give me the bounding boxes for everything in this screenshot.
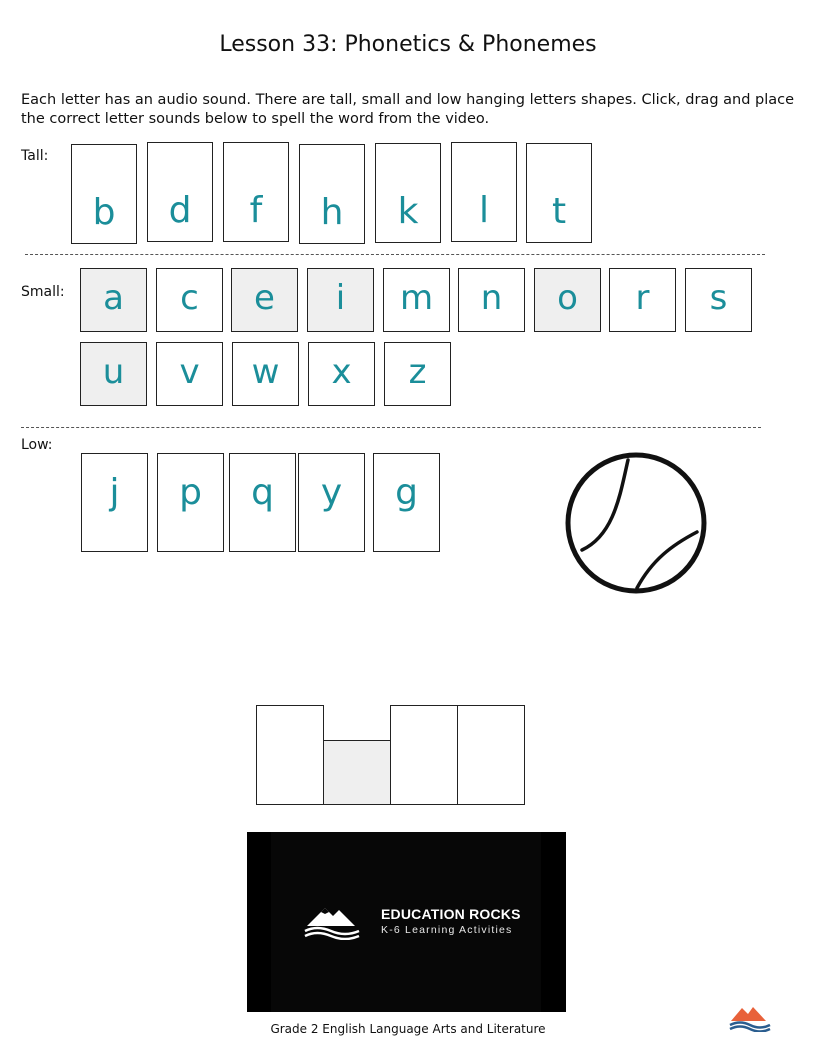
tall-label: Tall: <box>21 148 49 164</box>
letter-tile-s[interactable]: s <box>685 268 752 332</box>
letter-tile-a[interactable]: a <box>80 268 147 332</box>
small-label: Small: <box>21 284 65 300</box>
letter-tile-t[interactable]: t <box>526 143 592 243</box>
letter-tile-w[interactable]: w <box>232 342 299 406</box>
letter-tile-l[interactable]: l <box>451 142 517 242</box>
letter-tile-z[interactable]: z <box>384 342 451 406</box>
brand-tagline: K-6 Learning Activities <box>381 924 513 936</box>
letter-tile-q[interactable]: q <box>229 453 296 552</box>
brand-text <box>381 906 521 936</box>
letter-tile-c[interactable]: c <box>156 268 223 332</box>
education-rocks-logo-icon <box>728 1002 774 1032</box>
letter-tile-r[interactable]: r <box>609 268 676 332</box>
letter-tile-g[interactable]: g <box>373 453 440 552</box>
letter-tile-n[interactable]: n <box>458 268 525 332</box>
drop-slot-4[interactable] <box>457 705 525 805</box>
drop-slot-1[interactable] <box>256 705 324 805</box>
low-label: Low: <box>21 437 53 453</box>
letter-tile-e[interactable]: e <box>231 268 298 332</box>
letter-tile-d[interactable]: d <box>147 142 213 242</box>
letter-tile-u[interactable]: u <box>80 342 147 406</box>
tennis-ball-icon <box>562 450 712 600</box>
footer-text: Grade 2 English Language Arts and Literature <box>270 1022 546 1036</box>
letter-tile-y[interactable]: y <box>298 453 365 552</box>
video-frame <box>271 832 541 1012</box>
letter-tile-h[interactable]: h <box>299 144 365 244</box>
drop-slot-2[interactable] <box>323 740 391 805</box>
letter-tile-j[interactable]: j <box>81 453 148 552</box>
instructions-text: Each letter has an audio sound. There are tall, small and low hanging letters shapes. Click, drag and place the correct letter sounds below to spell the word from the video. <box>21 92 795 127</box>
mountain-logo-icon <box>303 904 379 940</box>
letter-tile-f[interactable]: f <box>223 142 289 242</box>
letter-tile-i[interactable]: i <box>307 268 374 332</box>
page-title: Lesson 33: Phonetics & Phonemes <box>219 32 597 57</box>
letter-tile-v[interactable]: v <box>156 342 223 406</box>
divider-line <box>25 254 765 255</box>
brand-name: EDUCATION ROCKS <box>381 906 521 922</box>
drop-slot-3[interactable] <box>390 705 458 805</box>
divider-line <box>21 427 761 428</box>
letter-tile-b[interactable]: b <box>71 144 137 244</box>
letter-tile-m[interactable]: m <box>383 268 450 332</box>
letter-tile-p[interactable]: p <box>157 453 224 552</box>
letter-tile-x[interactable]: x <box>308 342 375 406</box>
letter-tile-k[interactable]: k <box>375 143 441 243</box>
video-player[interactable] <box>247 832 566 1012</box>
letter-tile-o[interactable]: o <box>534 268 601 332</box>
